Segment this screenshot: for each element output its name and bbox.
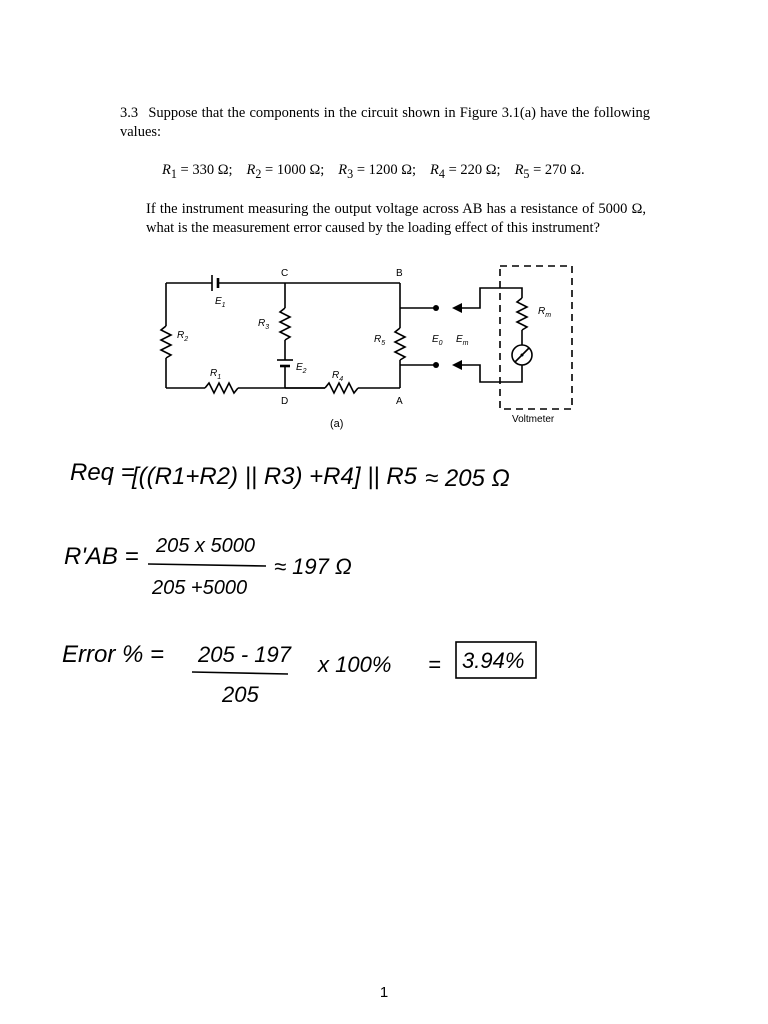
em-label: $E_m$	[456, 334, 469, 347]
r4-label: $R_4$	[332, 370, 344, 383]
problem-number: 3.3	[120, 105, 139, 121]
problem-intro	[120, 104, 650, 142]
rab-result: ≈ 197 Ω	[274, 554, 352, 579]
r4-resistor	[325, 383, 358, 393]
node-c-label: C	[281, 268, 289, 279]
value-r1: $R_1 = 330$ Ω;	[162, 162, 233, 181]
node-a-label: A	[396, 396, 403, 407]
problem-intro-text: Suppose that the components in the circuit shown in Figure 3.1(a) have the following values:	[120, 105, 651, 140]
e0-label: $E_0$	[432, 334, 443, 347]
r3-label: $R_3$	[258, 318, 270, 331]
handwritten-solution	[60, 440, 580, 710]
r2-label: $R_2$	[177, 330, 189, 343]
rm-label: $R_m$	[538, 306, 552, 319]
req-lhs: Req =	[70, 459, 135, 486]
rab-lhs: R'AB =	[64, 543, 139, 570]
r1-resistor	[205, 383, 238, 393]
value-r4: $R_4 = 220$ Ω;	[430, 162, 501, 181]
req-expression: [((R1+R2) || R3) +R4] || R5	[132, 463, 418, 490]
rab-denominator: 205 +5000	[152, 577, 248, 599]
e1-label: $E_1$	[215, 296, 226, 309]
req-result: ≈ 205 Ω	[425, 465, 510, 492]
voltmeter-label: Voltmeter	[512, 414, 555, 425]
rab-numerator: 205 x 5000	[156, 535, 255, 557]
r5-resistor	[395, 328, 405, 360]
rm-resistor	[517, 298, 527, 330]
value-r5: $R_5 = 270$ Ω.	[514, 162, 585, 181]
error-denominator: 205	[222, 682, 259, 707]
node-d-label: D	[281, 396, 289, 407]
r3-resistor	[280, 308, 290, 340]
page-number: 1	[379, 984, 389, 1001]
node-b-label: B	[396, 268, 403, 279]
r5-label: $R_5$	[374, 334, 386, 347]
component-values	[162, 162, 642, 182]
error-lhs: Error % =	[62, 641, 165, 668]
e2-label: $E_2$	[296, 362, 307, 375]
error-equals: =	[428, 652, 441, 677]
value-r2: $R_2 = 1000$ Ω;	[246, 162, 325, 181]
error-result: 3.94%	[462, 648, 525, 673]
r2-resistor	[161, 326, 171, 358]
circuit-diagram	[150, 258, 590, 428]
error-multiplier: x 100%	[318, 652, 392, 677]
r1-label: $R_1$	[210, 368, 222, 381]
problem-question: If the instrument measuring the output voltage across AB has a resistance of 5000 Ω, what is the measurement error caused by the loading effect of this instrument?	[146, 201, 646, 236]
value-r3: $R_3 = 1200$ Ω;	[338, 162, 417, 181]
error-numerator: 205 - 197	[198, 642, 291, 667]
figure-caption: (a)	[330, 418, 344, 430]
